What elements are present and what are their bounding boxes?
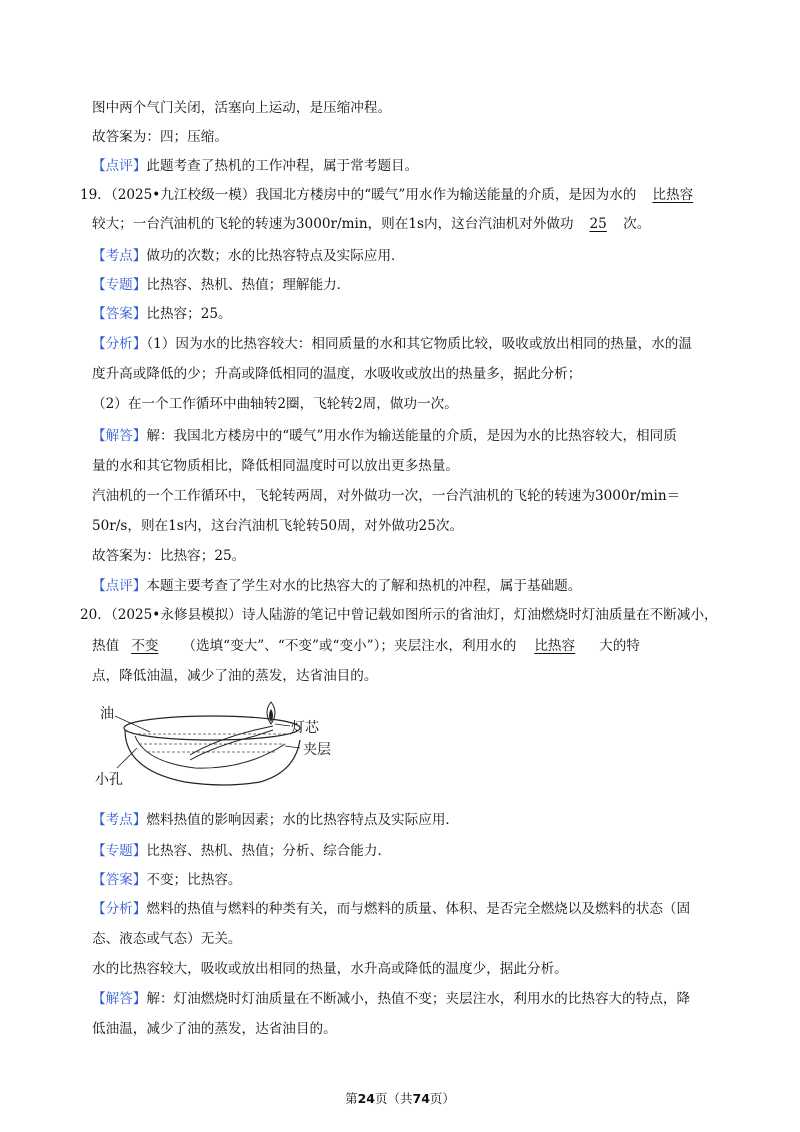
q20-daan bbox=[92, 870, 242, 890]
question-text: 大的特 bbox=[599, 638, 640, 654]
jieda-text: 解：灯油燃烧时灯油质量在不断减小，热值不变；夹层注水，利用水的比热容大的特点，降 bbox=[146, 991, 691, 1007]
lamp-outer-bowl bbox=[125, 730, 300, 785]
q19-stem-line-2 bbox=[92, 214, 650, 234]
q19-kaodian bbox=[92, 246, 405, 266]
kaodian-text: 燃料热值的影响因素；水的比热容特点及实际应用． bbox=[146, 812, 460, 828]
q19-daan bbox=[92, 304, 232, 324]
question-number: 20． bbox=[80, 607, 111, 623]
answer-blank: 25 bbox=[589, 216, 607, 232]
fenxi-tag: 【分析】 bbox=[92, 336, 147, 352]
fenxi-text: 燃料的热值与燃料的种类有关，而与燃料的质量、体积、是否完全燃烧以及燃料的状态（固 bbox=[146, 901, 691, 917]
zhuanti-tag: 【专题】 bbox=[92, 277, 147, 293]
jieda-text: 解：我国北方楼房中的“暖气”用水作为输送能量的介质，是因为水的比热容较大，相同质 bbox=[146, 428, 677, 444]
leader-line bbox=[117, 748, 137, 768]
q20-stem-line-2 bbox=[92, 636, 640, 656]
q19-jieda-1 bbox=[92, 426, 677, 446]
daan-tag: 【答案】 bbox=[92, 872, 147, 888]
flame-inner-icon bbox=[269, 709, 273, 722]
daan-text: 比热容；25。 bbox=[146, 306, 232, 322]
page-footer bbox=[0, 1089, 800, 1107]
leader-line bbox=[285, 746, 300, 748]
daan-tag: 【答案】 bbox=[92, 306, 147, 322]
q20-stem-line-1 bbox=[80, 605, 718, 625]
leader-line bbox=[275, 724, 290, 726]
q19-fenxi-1 bbox=[92, 334, 692, 354]
dianping-tag: 【点评】 bbox=[92, 578, 147, 594]
question-text: （2025•九江校级一模）我国北方楼房中的“暖气”用水作为输送能量的介质，是因为水的 bbox=[110, 187, 637, 203]
answer-blank: 比热容 bbox=[534, 638, 576, 654]
oil-lamp-figure bbox=[95, 700, 355, 790]
question-text: 次。 bbox=[623, 216, 651, 232]
page-total: 74 bbox=[412, 1091, 430, 1106]
q18-answer: 故答案为：四；压缩。 bbox=[92, 129, 228, 145]
question-text: 较大；一台汽油机的飞轮的转速为3000r/min，则在1s内，这台汽油机对外做功 bbox=[92, 216, 574, 232]
jieda-tag: 【解答】 bbox=[92, 428, 147, 444]
q19-jieda-3: 汽油机的一个工作循环中，飞轮转两周，对外做功一次，一台汽油机的飞轮的转速为3000r/min＝ bbox=[92, 488, 681, 504]
q19-jieda-4: 50r/s，则在1s内，这台汽油机飞轮转50周，对外做功25次。 bbox=[92, 518, 464, 534]
q18-comment bbox=[92, 156, 418, 176]
question-text: （2025•永修县模拟）诗人陆游的笔记中曾记载如图所示的省油灯，灯油燃烧时灯油质量在不断减小， bbox=[110, 607, 718, 623]
question-text: （选填“变大”、“不变”或“变小”）；夹层注水，利用水的 bbox=[182, 638, 517, 654]
page-number: 24 bbox=[357, 1091, 375, 1106]
kaodian-tag: 【考点】 bbox=[92, 812, 147, 828]
q20-jieda-1 bbox=[92, 989, 690, 1009]
fenxi-tag: 【分析】 bbox=[92, 901, 147, 917]
question-text: 热值 bbox=[92, 638, 120, 654]
label-wick: 灯芯 bbox=[291, 720, 319, 736]
question-number: 19． bbox=[80, 187, 111, 203]
q20-zhuanti bbox=[92, 841, 391, 861]
q19-dianping bbox=[92, 576, 581, 596]
kaodian-tag: 【考点】 bbox=[92, 248, 147, 264]
footer-pre: 第 bbox=[345, 1091, 358, 1106]
wick bbox=[190, 730, 273, 760]
label-layer: 夹层 bbox=[303, 742, 331, 758]
q19-answer: 故答案为：比热容；25。 bbox=[92, 548, 246, 564]
q20-fenxi-1 bbox=[92, 899, 690, 919]
zhuanti-text: 比热容、热机、热值；分析、综合能力． bbox=[146, 843, 392, 859]
q19-jieda-2: 量的水和其它物质相比，降低相同温度时可以放出更多热量。 bbox=[92, 458, 460, 474]
comment-tag: 【点评】 bbox=[92, 158, 147, 174]
answer-blank: 不变 bbox=[131, 638, 159, 654]
fenxi-text: （1）因为水的比热容较大：相同质量的水和其它物质比较，吸收或放出相同的热量，水的温 bbox=[146, 336, 692, 352]
q18-text-line: 图中两个气门关闭，活塞向上运动，是压缩冲程。 bbox=[92, 100, 392, 116]
label-oil: 油 bbox=[100, 706, 114, 722]
footer-post: 页） bbox=[429, 1091, 455, 1106]
q19-fenxi-2: 度升高或降低的少；升高或降低相同的温度，水吸收或放出的热量多，据此分析； bbox=[92, 366, 582, 382]
q20-jieda-2: 低油温，减少了油的蒸发，达省油目的。 bbox=[92, 1021, 337, 1037]
jieda-tag: 【解答】 bbox=[92, 991, 147, 1007]
q19-fenxi-3: （2）在一个工作循环中曲轴转2圈，飞轮转2周，做功一次。 bbox=[92, 396, 458, 412]
q20-kaodian bbox=[92, 810, 459, 830]
q20-fenxi-2: 态、液态或气态）无关。 bbox=[92, 931, 242, 947]
footer-mid: 页（共 bbox=[374, 1091, 413, 1106]
zhuanti-text: 比热容、热机、热值；理解能力． bbox=[146, 277, 351, 293]
q19-zhuanti bbox=[92, 275, 350, 295]
comment-text: 此题考查了热机的工作冲程，属于常考题目。 bbox=[146, 158, 419, 174]
kaodian-text: 做功的次数；水的比热容特点及实际应用． bbox=[146, 248, 405, 264]
answer-blank: 比热容 bbox=[652, 187, 694, 203]
dianping-text: 本题主要考查了学生对水的比热容大的了解和热机的冲程，属于基础题。 bbox=[146, 578, 582, 594]
q19-stem-line-1 bbox=[80, 185, 695, 205]
daan-text: 不变；比热容。 bbox=[146, 872, 242, 888]
q20-fenxi-3: 水的比热容较大，吸收或放出相同的热量，水升高或降低的温度少，据此分析。 bbox=[92, 961, 568, 977]
zhuanti-tag: 【专题】 bbox=[92, 843, 147, 859]
leader-line bbox=[115, 716, 150, 732]
q20-stem-line-3: 点，降低油温，减少了油的蒸发，达省油目的。 bbox=[92, 668, 378, 684]
label-hole: 小孔 bbox=[95, 772, 123, 788]
